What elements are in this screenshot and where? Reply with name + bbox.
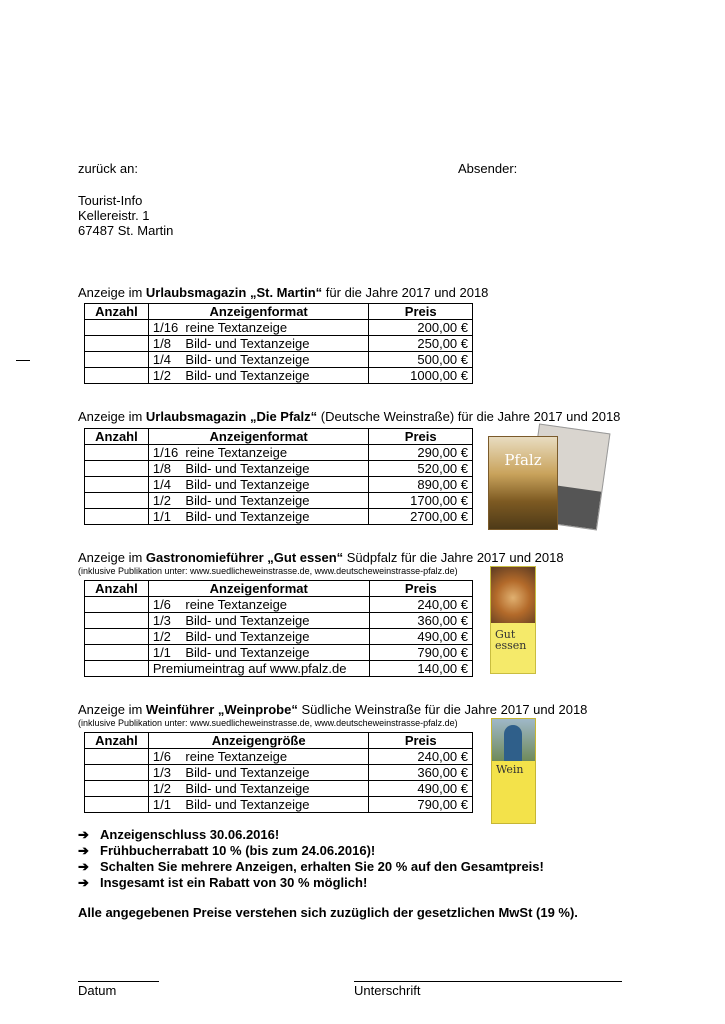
section-1-table: [84, 303, 473, 384]
format-cell: 1/3 Bild- und Textanzeige: [148, 613, 369, 629]
price-cell: 490,00 €: [369, 781, 473, 797]
table-row: [85, 781, 473, 797]
table-row: [85, 797, 473, 813]
price-cell: 890,00 €: [369, 477, 473, 493]
format-cell: 1/8 Bild- und Textanzeige: [148, 336, 369, 352]
format-cell: 1/2 Bild- und Textanzeige: [148, 781, 369, 797]
sender-label: Absender:: [458, 161, 518, 176]
price-cell: 240,00 €: [369, 749, 473, 765]
count-cell[interactable]: [85, 352, 149, 368]
wein-cover-image: [491, 718, 536, 824]
col-count: Anzahl: [85, 304, 149, 320]
count-cell[interactable]: [85, 613, 149, 629]
price-cell: 490,00 €: [369, 629, 472, 645]
format-cell: 1/2 Bild- und Textanzeige: [148, 629, 369, 645]
count-cell[interactable]: [85, 461, 149, 477]
section-3-table: [84, 580, 473, 677]
count-cell[interactable]: [85, 629, 149, 645]
table-row: [85, 749, 473, 765]
col-count: Anzahl: [85, 429, 149, 445]
pfalz-cover-title: Pfalz: [504, 451, 542, 469]
section-2-heading: Anzeige im Urlaubsmagazin „Die Pfalz“ (Deutsche Weinstraße) für die Jahre 2017 und 2018: [78, 409, 621, 424]
format-cell: 1/3 Bild- und Textanzeige: [148, 765, 369, 781]
return-label: zurück an:: [78, 161, 138, 176]
table-row: [85, 613, 473, 629]
table-row: [85, 352, 473, 368]
price-cell: 200,00 €: [369, 320, 473, 336]
col-price: Preis: [369, 581, 472, 597]
format-cell: 1/16 reine Textanzeige: [148, 320, 369, 336]
count-cell[interactable]: [85, 661, 149, 677]
table-header-row: [85, 733, 473, 749]
table-row: [85, 629, 473, 645]
price-cell: 140,00 €: [369, 661, 472, 677]
section-3-heading: Anzeige im Gastronomieführer „Gut essen“ Südpfalz für die Jahre 2017 und 2018: [78, 550, 564, 565]
address-line-1: Tourist-Info: [78, 193, 143, 208]
count-cell[interactable]: [85, 509, 149, 525]
col-price: Preis: [369, 429, 473, 445]
arrow-icon: ➔: [78, 827, 89, 842]
col-format: Anzeigengröße: [148, 733, 369, 749]
wein-cover-title: Wein: [496, 763, 524, 776]
col-count: Anzahl: [85, 581, 149, 597]
gut-essen-cover-title: Gut essen: [495, 628, 527, 652]
price-cell: 1700,00 €: [369, 493, 473, 509]
count-cell[interactable]: [85, 797, 149, 813]
table-row: [85, 477, 473, 493]
count-cell[interactable]: [85, 336, 149, 352]
table-row: [85, 336, 473, 352]
date-label: Datum: [78, 983, 117, 998]
format-cell: 1/6 reine Textanzeige: [148, 597, 369, 613]
price-cell: 2700,00 €: [369, 509, 473, 525]
price-cell: 520,00 €: [369, 461, 473, 477]
table-header-row: [85, 581, 473, 597]
count-cell[interactable]: [85, 477, 149, 493]
format-cell: 1/8 Bild- und Textanzeige: [148, 461, 369, 477]
format-cell: 1/1 Bild- und Textanzeige: [148, 797, 369, 813]
col-format: Anzeigenformat: [148, 304, 369, 320]
col-price: Preis: [369, 304, 473, 320]
table-row: [85, 661, 473, 677]
count-cell[interactable]: [85, 597, 149, 613]
format-cell: 1/6 reine Textanzeige: [148, 749, 369, 765]
price-cell: 290,00 €: [369, 445, 473, 461]
col-count: Anzahl: [85, 733, 149, 749]
count-cell[interactable]: [85, 645, 149, 661]
format-cell: 1/2 Bild- und Textanzeige: [148, 493, 369, 509]
format-cell: 1/1 Bild- und Textanzeige: [148, 509, 369, 525]
section-2-table: [84, 428, 473, 525]
price-cell: 360,00 €: [369, 765, 473, 781]
pfalz-cover-image: [488, 436, 558, 530]
arrow-icon: ➔: [78, 859, 89, 874]
price-cell: 240,00 €: [369, 597, 472, 613]
count-cell[interactable]: [85, 368, 149, 384]
table-header-row: [85, 304, 473, 320]
price-cell: 790,00 €: [369, 645, 472, 661]
table-row: [85, 765, 473, 781]
section-4-table: [84, 732, 473, 813]
address-line-3: 67487 St. Martin: [78, 223, 174, 238]
col-price: Preis: [369, 733, 473, 749]
gut-essen-cover-image: [490, 566, 536, 674]
bullet-item: ➔ Schalten Sie mehrere Anzeigen, erhalten Sie 20 % auf den Gesamtpreis!: [78, 859, 544, 874]
section-4-heading: Anzeige im Weinführer „Weinprobe“ Südliche Weinstraße für die Jahre 2017 und 2018: [78, 702, 588, 717]
vat-note: Alle angegebenen Preise verstehen sich zuzüglich der gesetzlichen MwSt (19 %).: [78, 905, 578, 920]
price-cell: 790,00 €: [369, 797, 473, 813]
arrow-icon: ➔: [78, 843, 89, 858]
bullet-list: [78, 827, 544, 891]
format-cell: 1/2 Bild- und Textanzeige: [148, 368, 369, 384]
format-cell: 1/4 Bild- und Textanzeige: [148, 477, 369, 493]
address-line-2: Kellereistr. 1: [78, 208, 150, 223]
date-line[interactable]: [78, 981, 159, 982]
section-4-note: (inklusive Publikation unter: www.suedlicheweinstrasse.de, www.deutscheweinstrasse-pfalz.de): [78, 718, 458, 728]
count-cell[interactable]: [85, 445, 149, 461]
arrow-icon: ➔: [78, 875, 89, 890]
count-cell[interactable]: [85, 493, 149, 509]
count-cell[interactable]: [85, 765, 149, 781]
bullet-item: ➔ Frühbucherrabatt 10 % (bis zum 24.06.2016)!: [78, 843, 376, 858]
format-cell: 1/4 Bild- und Textanzeige: [148, 352, 369, 368]
format-cell: 1/16 reine Textanzeige: [148, 445, 369, 461]
bullet-item: ➔ Insgesamt ist ein Rabatt von 30 % möglich!: [78, 875, 368, 890]
col-format: Anzeigenformat: [148, 429, 369, 445]
col-format: Anzeigenformat: [148, 581, 369, 597]
table-row: [85, 597, 473, 613]
format-cell: Premiumeintrag auf www.pfalz.de: [148, 661, 369, 677]
table-row: [85, 461, 473, 477]
table-row: [85, 645, 473, 661]
price-cell: 1000,00 €: [369, 368, 473, 384]
count-cell[interactable]: [85, 320, 149, 336]
section-3-note: (inklusive Publikation unter: www.suedlicheweinstrasse.de, www.deutscheweinstrasse-pfalz.de): [78, 566, 458, 576]
table-row: [85, 320, 473, 336]
table-row: [85, 493, 473, 509]
table-header-row: [85, 429, 473, 445]
count-cell[interactable]: [85, 749, 149, 765]
bullet-item: ➔ Anzeigenschluss 30.06.2016!: [78, 827, 280, 842]
signature-line[interactable]: [354, 981, 622, 982]
table-row: [85, 509, 473, 525]
price-cell: 360,00 €: [369, 613, 472, 629]
table-row: [85, 445, 473, 461]
table-row: [85, 368, 473, 384]
price-cell: 250,00 €: [369, 336, 473, 352]
price-cell: 500,00 €: [369, 352, 473, 368]
section-1-heading: Anzeige im Urlaubsmagazin „St. Martin“ für die Jahre 2017 und 2018: [78, 285, 489, 300]
count-cell[interactable]: [85, 781, 149, 797]
signature-label: Unterschrift: [354, 983, 421, 998]
fold-mark: [16, 360, 30, 361]
format-cell: 1/1 Bild- und Textanzeige: [148, 645, 369, 661]
